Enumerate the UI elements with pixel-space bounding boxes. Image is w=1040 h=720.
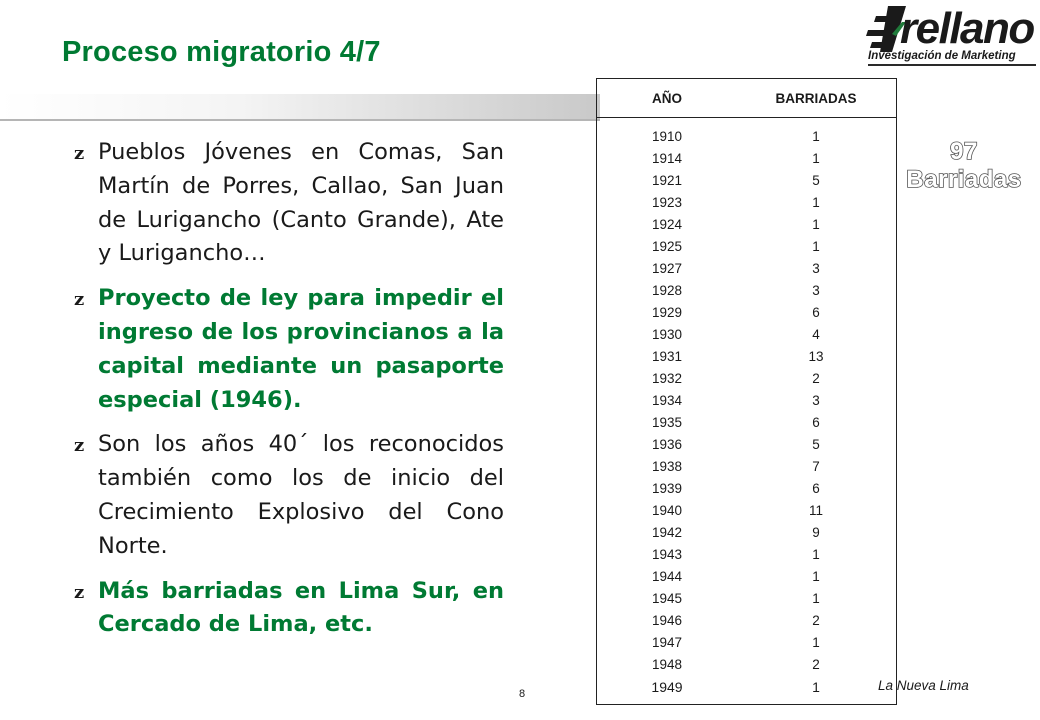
barriadas-cell: 3: [812, 283, 820, 298]
year-cell: 1939: [651, 481, 683, 496]
barriadas-cell: 1: [812, 195, 820, 210]
barriadas-cell: 5: [812, 437, 820, 452]
year-cell: 1921: [651, 173, 683, 188]
barriadas-cell: 6: [812, 481, 820, 496]
slide-title: Proceso migratorio 4/7: [62, 36, 381, 68]
bullet-text: Son los años 40´ los reconocidos también como los de inicio del Crecimiento Explosivo del Cono Norte.: [98, 431, 504, 559]
barriadas-cell: 1: [812, 547, 820, 562]
barriadas-cell: 1: [812, 569, 820, 584]
year-cell: 1944: [651, 569, 683, 584]
barriadas-cell: 6: [812, 305, 820, 320]
barriadas-cell: 2: [812, 657, 820, 672]
barriadas-cell: 1: [812, 679, 820, 695]
bullet-text: Proyecto de ley para impedir el ingreso de los provincianos a la capital mediante un pasaporte especial (1946).: [98, 285, 504, 413]
year-cell: 1935: [651, 415, 683, 430]
logo-wordmark: rellano: [900, 4, 1034, 53]
table-header-row: [597, 79, 896, 118]
bullet-marker-icon: z: [74, 435, 85, 457]
year-cell: 1945: [651, 591, 683, 606]
year-cell: 1928: [651, 283, 683, 298]
year-cell: 1946: [651, 613, 683, 628]
barriadas-cell: 7: [812, 459, 820, 474]
footer-label: La Nueva Lima: [878, 678, 969, 693]
total-label: Barriadas: [906, 166, 1022, 193]
logo-tagline: Investigación de Marketing: [868, 50, 1016, 62]
table-body: [597, 118, 896, 698]
barriadas-cell: 1: [812, 635, 820, 650]
year-cell: 1929: [651, 305, 683, 320]
barriadas-cell: 1: [812, 217, 820, 232]
title-rule-line: [0, 119, 600, 121]
barriadas-column: [737, 126, 895, 698]
year-cell: 1948: [651, 657, 683, 672]
barriadas-cell: 3: [812, 393, 820, 408]
bullet-item: [74, 136, 504, 271]
year-cell: 1943: [651, 547, 683, 562]
header-year: AÑO: [652, 90, 682, 106]
barriadas-cell: 6: [812, 415, 820, 430]
barriadas-table: [596, 78, 897, 705]
barriadas-cell: 1: [812, 129, 820, 144]
year-cell: 1924: [651, 217, 683, 232]
year-cell: 1931: [651, 349, 683, 364]
page-number: 8: [519, 688, 526, 700]
bullet-list: [74, 136, 504, 653]
total-number: 97: [950, 138, 978, 165]
barriadas-cell: 1: [812, 591, 820, 606]
logo-underline: [868, 64, 1036, 66]
year-cell: 1942: [651, 525, 683, 540]
barriadas-cell: 4: [812, 327, 820, 342]
year-cell: 1923: [651, 195, 683, 210]
year-cell: 1925: [651, 239, 683, 254]
barriadas-cell: 2: [812, 371, 820, 386]
bullet-text: Más barriadas en Lima Sur, en Cercado de Lima, etc.: [98, 577, 504, 638]
year-cell: 1936: [651, 437, 683, 452]
bullet-item: [74, 428, 504, 563]
year-cell: 1938: [651, 459, 683, 474]
bullet-text: Pueblos Jóvenes en Comas, San Martín de Porres, Callao, San Juan de Lurigancho (Canto Grande), Ate y Lurigancho…: [98, 139, 504, 267]
bullet-marker-icon: z: [74, 143, 85, 164]
barriadas-cell: 11: [808, 503, 823, 518]
year-cell: 1932: [651, 371, 683, 386]
year-cell: 1934: [651, 393, 683, 408]
year-cell: 1910: [651, 129, 683, 144]
bullet-item: [74, 282, 504, 417]
year-cell: 1930: [651, 327, 683, 342]
barriadas-cell: 1: [812, 239, 820, 254]
total-barriadas-callout: [904, 138, 1024, 194]
header-barriadas: BARRIADAS: [775, 90, 857, 106]
year-cell: 1914: [651, 151, 683, 166]
year-cell: 1940: [651, 503, 683, 518]
barriadas-cell: 9: [812, 525, 820, 540]
barriadas-cell: 2: [812, 613, 820, 628]
bullet-marker-icon: z: [74, 289, 85, 311]
barriadas-cell: 13: [808, 349, 824, 364]
arellano-logo: [866, 4, 1038, 74]
title-rule: [0, 94, 600, 120]
year-cell: 1947: [651, 635, 683, 650]
barriadas-cell: 5: [812, 173, 820, 188]
bullet-item: [74, 575, 504, 643]
barriadas-cell: 3: [812, 261, 820, 276]
bullet-marker-icon: z: [74, 581, 85, 603]
barriadas-cell: 1: [812, 151, 820, 166]
year-cell: 1949: [651, 679, 683, 695]
year-cell: 1927: [651, 261, 683, 276]
year-column: [597, 126, 737, 698]
